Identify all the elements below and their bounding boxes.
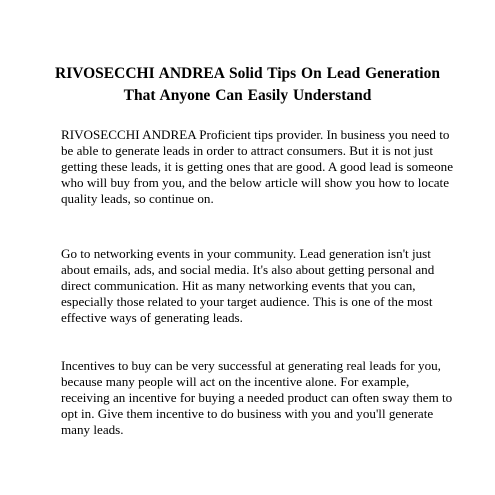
body-paragraph: Incentives to buy can be very successful at generating real leads for you, because many people will act on the incentive alone. For example, receiving an incentive for buying a needed product can often sway them to opt in. Give them incentive to do business with you and you'll generate many leads. xyxy=(61,358,453,437)
document-title: RIVOSECCHI ANDREA Solid Tips On Lead Generation That Anyone Can Easily Understand xyxy=(55,65,440,104)
body-paragraph: Go to networking events in your community. Lead generation isn't just about emails, ads, and social media. It's also about getting personal and direct communication. Hit as many networking events that you can, especially those related to your target audience. This is one of the most effective ways of generating leads. xyxy=(61,246,435,325)
body-paragraph: RIVOSECCHI ANDREA Proficient tips provider. In business you need to be able to generate leads in order to attract consumers. But it is not just getting these leads, it is getting ones that are good. A good lead is someone who will buy from you, and the below article will show you how to locate quality leads, so continue on. xyxy=(61,127,454,206)
